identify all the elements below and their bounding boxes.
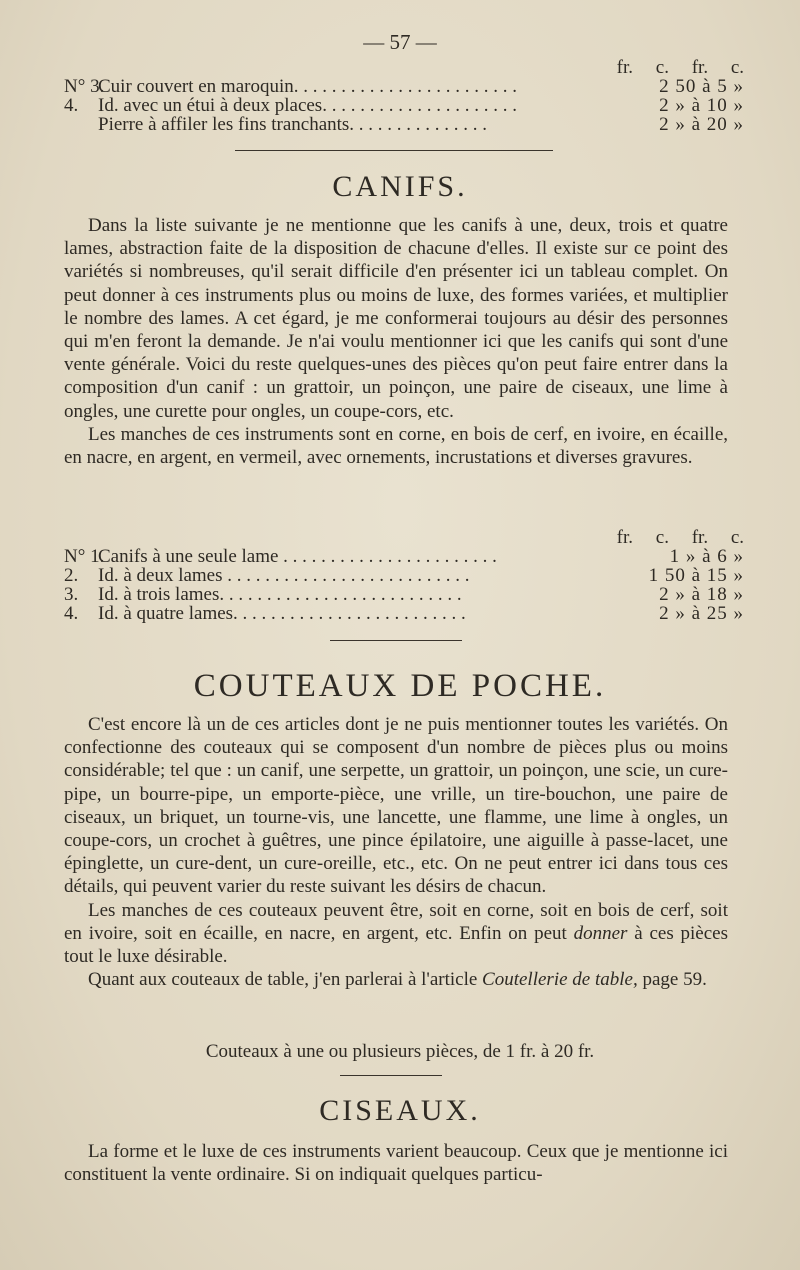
item-number: 4. — [64, 95, 79, 116]
cross-reference: Coutellerie de table, — [482, 969, 638, 991]
table-row — [64, 604, 744, 623]
price-table-header — [64, 58, 744, 77]
item-description: Id. à deux lames . . . . . . . . . . . . . . . . . . . . . . . . . . — [98, 565, 470, 586]
item-price: 1 50 à 15 » — [648, 565, 744, 586]
item-number: 3. — [64, 584, 79, 605]
section-divider — [340, 1075, 442, 1076]
item-number: N° 3. — [64, 76, 105, 97]
paragraph: Les manches de ces instruments sont en corne, en bois de cerf, en ivoire, en écaille, en nacre, en argent, en vermeil, avec ornements, incrustations et diverses gravures. — [64, 423, 728, 469]
price-table-canifs — [64, 528, 744, 623]
italic-word: donner — [573, 922, 628, 944]
canifs-text — [64, 214, 728, 469]
section-title-ciseaux: CISEAUX. — [319, 1094, 481, 1127]
price-header: fr. c. fr. c. — [616, 527, 744, 548]
item-description: Id. à quatre lames. . . . . . . . . . . . . . . . . . . . . . . . . — [98, 603, 466, 624]
price-header: fr. c. fr. c. — [616, 57, 744, 78]
couteaux-price-line: Couteaux à une ou plusieurs pièces, de 1 fr. à 20 fr. — [205, 1041, 595, 1062]
item-description: Pierre à affiler les fins tranchants. . . . . . . . . . . . . . . — [98, 114, 488, 135]
table-row — [64, 96, 744, 115]
item-price: 2 » à 18 » — [659, 584, 744, 605]
item-number: N° 1. — [64, 546, 105, 567]
item-description: Canifs à une seule lame . . . . . . . . . . . . . . . . . . . . . . . — [98, 546, 497, 567]
item-description: Id. à trois lames. . . . . . . . . . . . . . . . . . . . . . . . . . — [98, 584, 462, 605]
item-price: 2 » à 25 » — [659, 603, 744, 624]
table-row — [64, 566, 744, 585]
page-number: — 57 — — [363, 30, 437, 54]
section-divider — [330, 640, 462, 641]
item-price: 2 50 à 5 » — [659, 76, 744, 97]
item-description: Cuir couvert en maroquin. . . . . . . . . . . . . . . . . . . . . . . . — [98, 76, 518, 97]
price-table-header — [64, 528, 744, 547]
item-number: 4. — [64, 603, 79, 624]
item-price: 2 » à 10 » — [659, 95, 744, 116]
table-row — [64, 115, 744, 134]
paragraph: La forme et le luxe de ces instruments varient beaucoup. Ceux que je mentionne ici constituent la vente ordinaire. Si on indiquait quelques particu- — [64, 1141, 728, 1186]
item-price: 2 » à 20 » — [659, 114, 744, 135]
paragraph-text: Les manches de ces couteaux peuvent être, soit en corne, soit en bois de cerf, soit en ivoire, soit en écaille, en nacre, en argent, etc. Enfin on peut — [64, 899, 728, 944]
paragraph-text: à ces pièces tout le luxe désirable. — [64, 922, 728, 968]
section-title-canifs: CANIFS. — [332, 170, 468, 203]
price-table-cuirs — [64, 58, 744, 134]
table-row — [64, 585, 744, 604]
table-row — [64, 547, 744, 566]
section-divider — [235, 150, 553, 151]
paragraph-text: page 59. — [637, 969, 707, 991]
ciseaux-text — [64, 1140, 728, 1186]
paragraph — [64, 899, 728, 969]
item-description: Id. avec un étui à deux places. . . . . . . . . . . . . . . . . . . . . — [98, 95, 517, 116]
paragraph: Dans la liste suivante je ne mentionne que les canifs à une, deux, trois et quatre lames, abstraction faite de la disposition de chacune d'elles. Il existe sur ce point des variétés si nombreuses, qu'il serait difficile d'en présenter ici un tableau complet. On peut donner à ces instruments plus ou moins de luxe, des formes variées, et multiplier le nombre des lames. A cet égard, je me conformerai toujours au désir des personnes qui m'en feront la demande. Je n'ai voulu mentionner ici que les canifs qui sont d'une vente générale. Voici du reste quelques-unes des pièces qu'on peut faire entrer dans la composition d'un canif : un grattoir, un poinçon, une paire de ciseaux, une lime à ongles, une curette pour ongles, un coupe-cors, etc. — [64, 215, 728, 422]
item-price: 1 » à 6 » — [669, 546, 744, 567]
item-number: 2. — [64, 565, 79, 586]
paragraph-text: Quant aux couteaux de table, j'en parlerai à l'article — [88, 969, 483, 991]
table-row — [64, 77, 744, 96]
paragraph — [64, 968, 728, 991]
paragraph: C'est encore là un de ces articles dont je ne puis mentionner toutes les variétés. On confectionne des couteaux qui se composent d'un nombre de pièces plus ou moins considérable; tel que : un canif, une serpette, un grattoir, un poinçon, une scie, un cure-pipe, un bourre-pipe, un emporte-pièce, une vrille, un tire-bouchon, une paire de ciseaux, un briquet, un tourne-vis, une lancette, une flamme, une lime à ongles, un coupe-cors, un crochet à guêtres, une pince épilatoire, une aiguille à passe-lacet, une épinglette, un cure-dent, un cure-oreille, etc., etc. On ne peut entrer ici dans tous ces détails, qui peuvent varier du reste suivant les désirs de chacun. — [64, 714, 728, 898]
section-title-couteaux: COUTEAUX DE POCHE. — [193, 668, 607, 704]
couteaux-text — [64, 713, 728, 991]
